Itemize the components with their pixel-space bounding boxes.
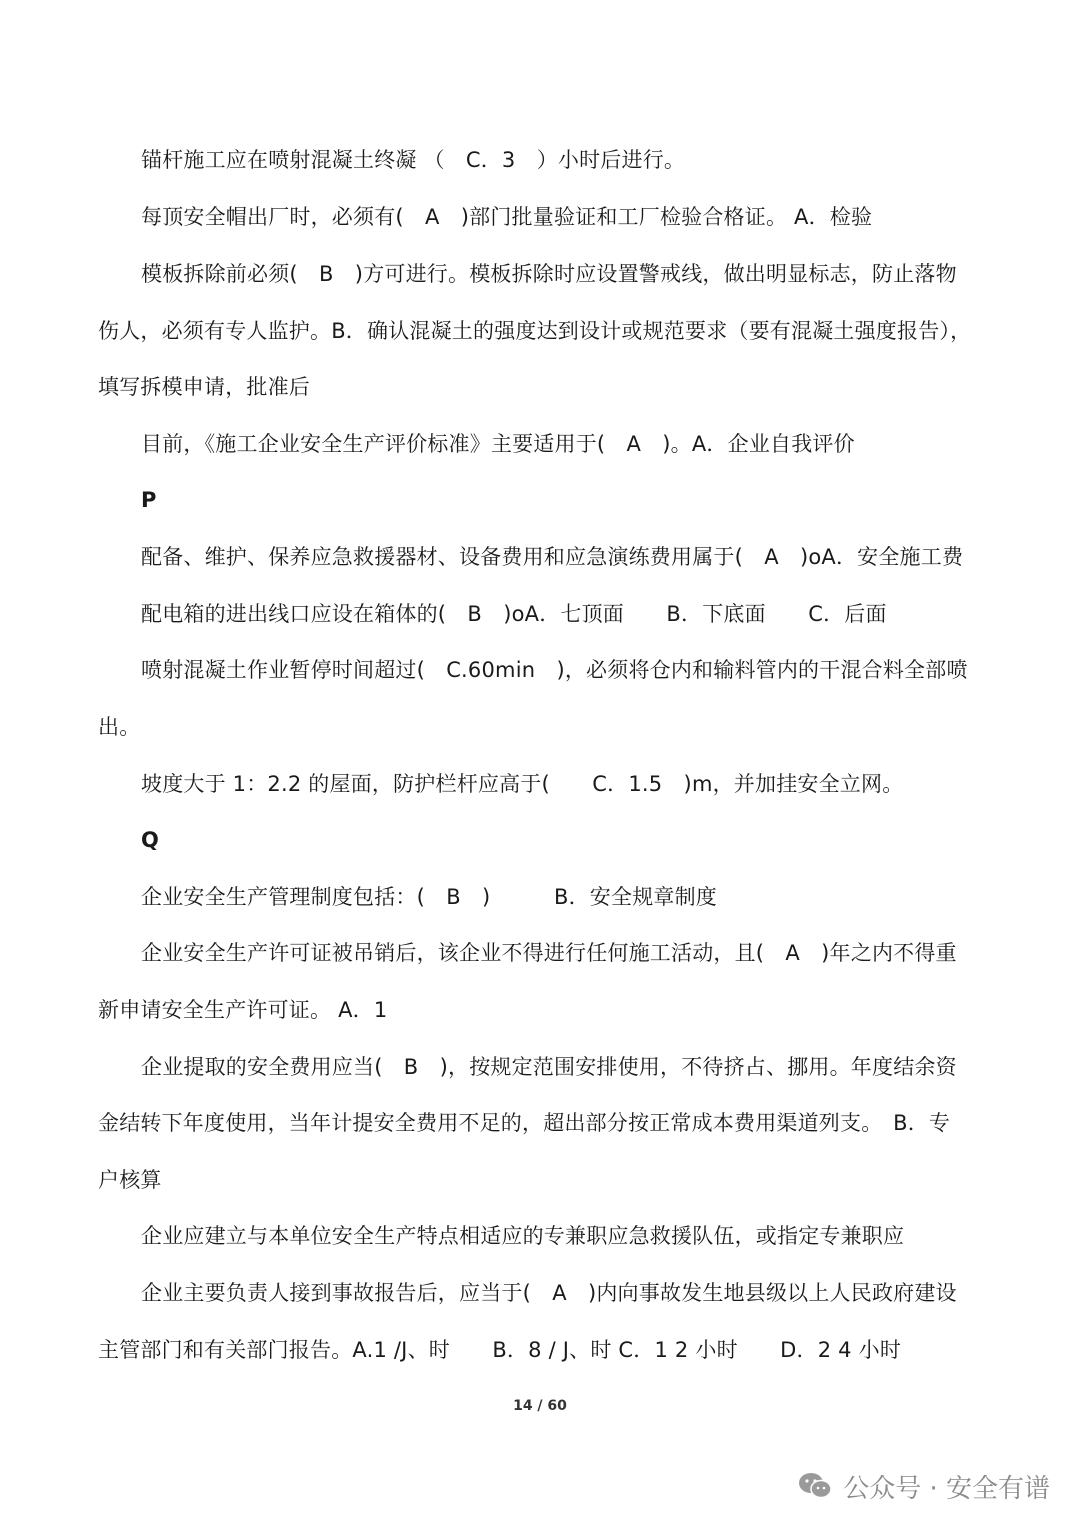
text-line: 伤人，必须有专人监护。B．确认混凝土的强度达到设计或规范要求（要有混凝土强度报告）， [98, 319, 972, 343]
text-line: 每顶安全帽出厂时，必须有( A )部门批量验证和工厂检验合格证。 A．检验 [141, 205, 873, 229]
text-line: 配电箱的进出线口应设在箱体的( B )oA．七顶面 B．下底面 C．后面 [141, 602, 887, 626]
wechat-icon [797, 1471, 833, 1501]
text-line: 出。 [98, 715, 141, 739]
text-line: 坡度大于 1：2.2 的屋面，防护栏杆应高于( C．1.5 )m，并加挂安全立网。 [141, 772, 904, 796]
text-line: 目前，《施工企业安全生产评价标准》主要适用于( A )。A．企业自我评价 [141, 432, 855, 456]
text-line: 填写拆模申请，批准后 [98, 375, 310, 399]
text-line: 企业提取的安全费用应当( B )，按规定范围安排使用，不待挤占、挪用。年度结余资 [141, 1055, 957, 1079]
text-line: 金结转下年度使用，当年计提安全费用不足的，超出部分按正常成本费用渠道列支。 B．专 [98, 1111, 951, 1135]
text-line: 户核算 [98, 1168, 162, 1192]
text-line: 配备、维护、保养应急救援器材、设备费用和应急演练费用属于( A )oA．安全施工费 [141, 545, 964, 569]
text-line: 模板拆除前必须( B )方可进行。模板拆除时应设置警戒线，做出明显标志，防止落物 [141, 262, 957, 286]
text-line: 喷射混凝土作业暂停时间超过( C.60min )，必须将仓内和输料管内的干混合料全部喷 [141, 658, 968, 682]
watermark [797, 1466, 1050, 1506]
text-line: 企业安全生产管理制度包括：( B ) B．安全规章制度 [141, 885, 717, 909]
text-line: 主管部门和有关部门报告。A.1 /J、时 B．8 / J、时 C．1 2 小时 D．2 4 小时 [98, 1338, 902, 1362]
text-line: 新申请安全生产许可证。 A．1 [98, 998, 388, 1022]
watermark-text: 公众号 · 安全有谱 [843, 1473, 1050, 1504]
text-line: 企业安全生产许可证被吊销后，该企业不得进行任何施工活动，且( A )年之内不得重 [141, 941, 957, 965]
text-line: 企业主要负责人接到事故报告后，应当于( A )内向事故发生地县级以上人民政府建设 [141, 1281, 957, 1305]
text-line: 企业应建立与本单位安全生产特点相适应的专兼职应急救援队伍，或指定专兼职应 [141, 1224, 905, 1248]
section-letter-heading: P [141, 488, 157, 512]
section-letter-heading: Q [141, 828, 159, 852]
page-number: 14 / 60 [513, 1398, 567, 1414]
text-line: 锚杆施工应在喷射混凝土终凝 （ C．3 ）小时后进行。 [141, 148, 686, 172]
